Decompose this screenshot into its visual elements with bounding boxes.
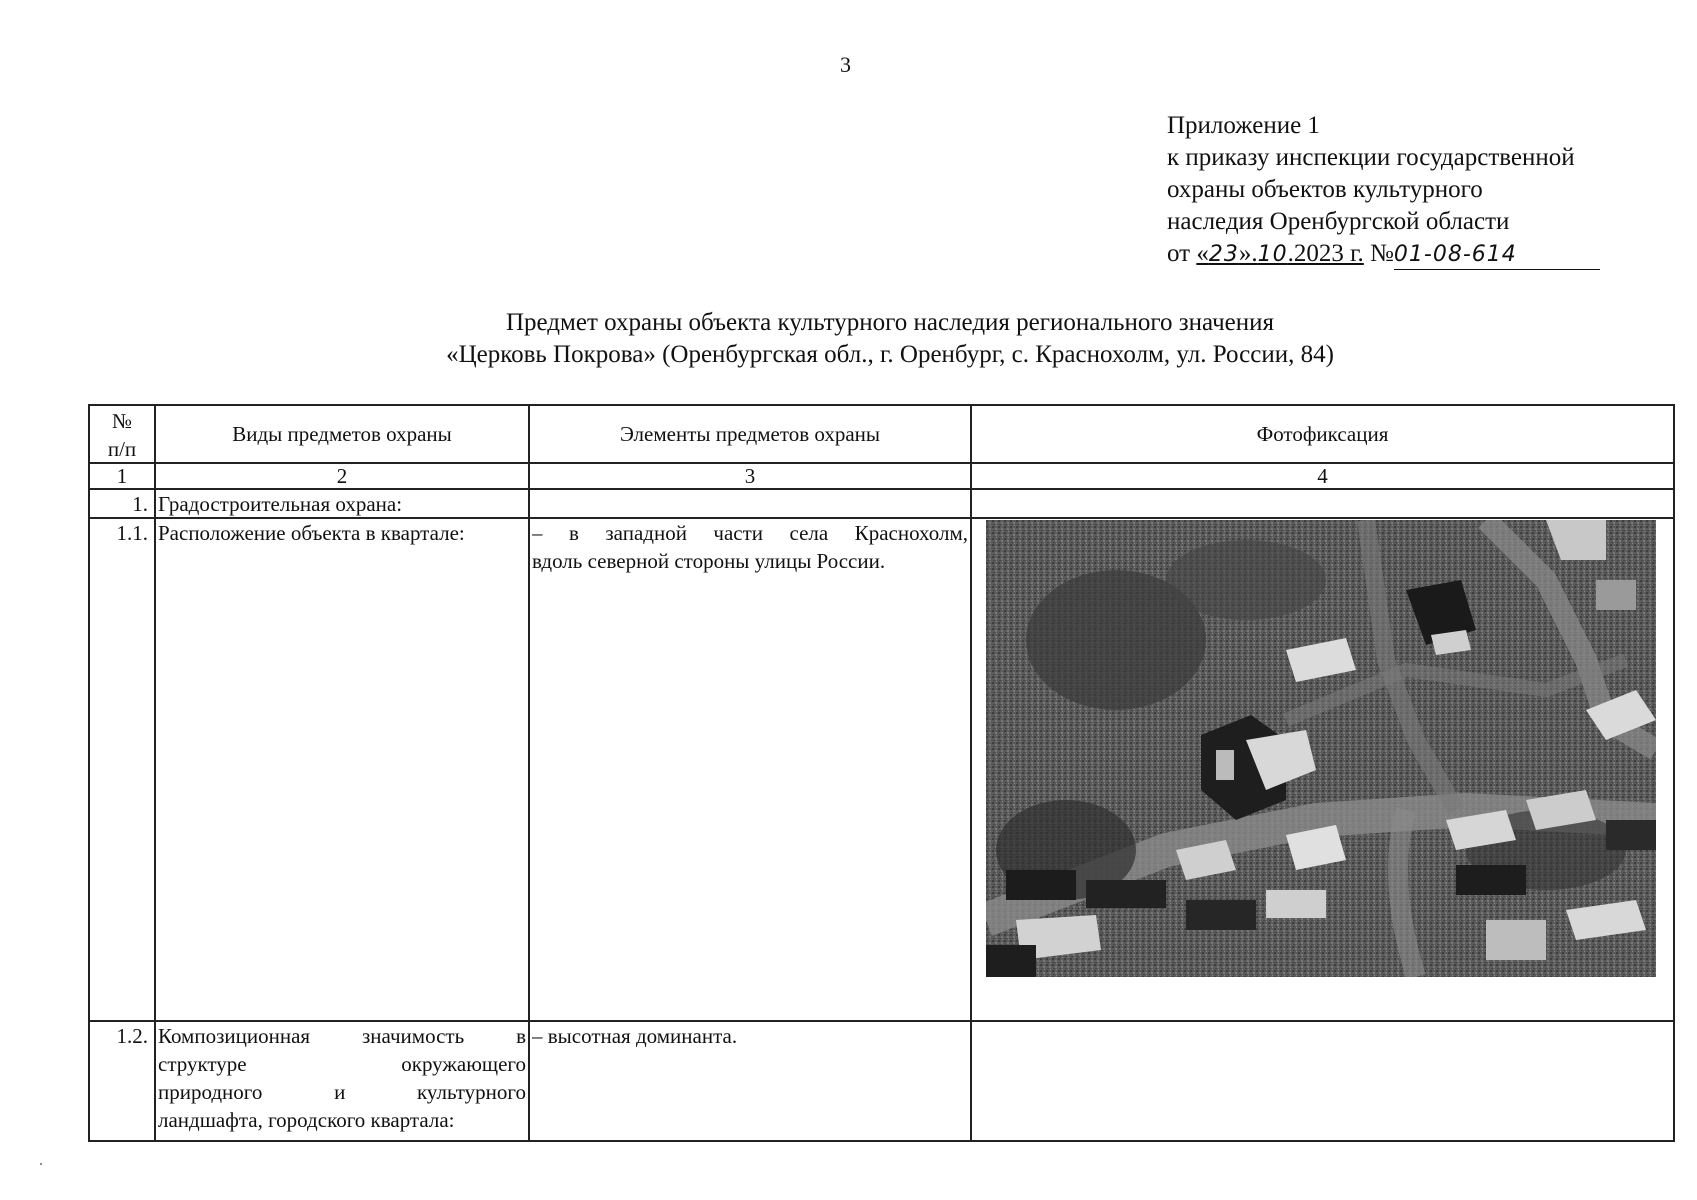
scan-speck	[40, 1163, 42, 1165]
row12-type-line-1: Композиционная значимость в	[158, 1024, 526, 1048]
date-day: 23	[1208, 242, 1239, 267]
header-photo: Фотофиксация	[1256, 422, 1389, 446]
appendix-block	[1167, 110, 1600, 271]
appendix-line-3: охраны объектов культурного	[1167, 176, 1483, 203]
column-number-1: 1	[116, 464, 128, 488]
number-sign: №	[1370, 240, 1394, 267]
date-year: .2023 г.	[1287, 240, 1364, 267]
order-date	[1196, 240, 1363, 267]
row12-type	[158, 1022, 526, 1134]
date-close-quote: ».	[1238, 240, 1258, 267]
aerial-photo	[986, 520, 1656, 977]
title-line-1: Предмет охраны объекта культурного наследия регионального значения	[505, 309, 1275, 336]
header-types: Виды предметов охраны	[232, 422, 452, 446]
aerial-photo-icon	[986, 520, 1656, 977]
row11-element	[532, 519, 968, 575]
row12-type-line-3: природного и культурного	[158, 1080, 526, 1104]
row11-element-line-1: – в западной части села Краснохолм,	[532, 521, 968, 545]
table-border-bottom	[88, 1140, 1675, 1142]
row12-element: – высотная доминанта.	[532, 1024, 738, 1048]
column-number-4: 4	[1317, 464, 1328, 488]
column-number-3: 3	[744, 464, 756, 488]
row12-type-line-2: структуре окружающего	[158, 1052, 526, 1076]
row11-number: 1.1.	[116, 521, 148, 545]
row1-type: Градостроительная охрана:	[158, 492, 403, 516]
appendix-order-line	[1167, 238, 1600, 271]
title-line-2: «Церковь Покрова» (Оренбургская обл., г. Оренбург, с. Краснохолм, ул. России, 84)	[446, 341, 1334, 368]
table-border-right	[1673, 404, 1675, 1142]
table-border-top	[88, 404, 1675, 406]
date-month: 10	[1257, 242, 1288, 267]
header-number-abbr: п/п	[107, 437, 137, 461]
appendix-line-2: к приказу инспекции государственной	[1167, 144, 1575, 171]
page-number: 3	[840, 52, 851, 77]
order-number-field	[1394, 240, 1600, 270]
appendix-line-4: наследия Оренбургской области	[1167, 208, 1510, 235]
row11-element-line-2: вдоль северной стороны улицы России.	[532, 549, 886, 573]
column-number-2: 2	[336, 464, 348, 488]
row1-number: 1.	[132, 492, 148, 516]
order-prefix: от	[1167, 240, 1191, 267]
row12-number: 1.2.	[116, 1024, 148, 1048]
header-number	[90, 407, 154, 463]
row12-type-line-4: ландшафта, городского квартала:	[158, 1108, 455, 1132]
header-number-symbol: №	[111, 409, 133, 433]
document-title	[0, 307, 1697, 371]
table-col-sep-1	[154, 404, 156, 1142]
table-col-sep-2	[528, 404, 530, 1142]
header-elements: Элементы предметов охраны	[619, 422, 881, 446]
appendix-line-1: Приложение 1	[1167, 112, 1320, 139]
protection-table	[88, 404, 1675, 1142]
date-open-quote: «	[1196, 240, 1209, 267]
order-number: 01-08-614	[1393, 242, 1517, 267]
table-col-sep-3	[970, 404, 972, 1142]
row11-type: Расположение объекта в квартале:	[158, 521, 465, 545]
